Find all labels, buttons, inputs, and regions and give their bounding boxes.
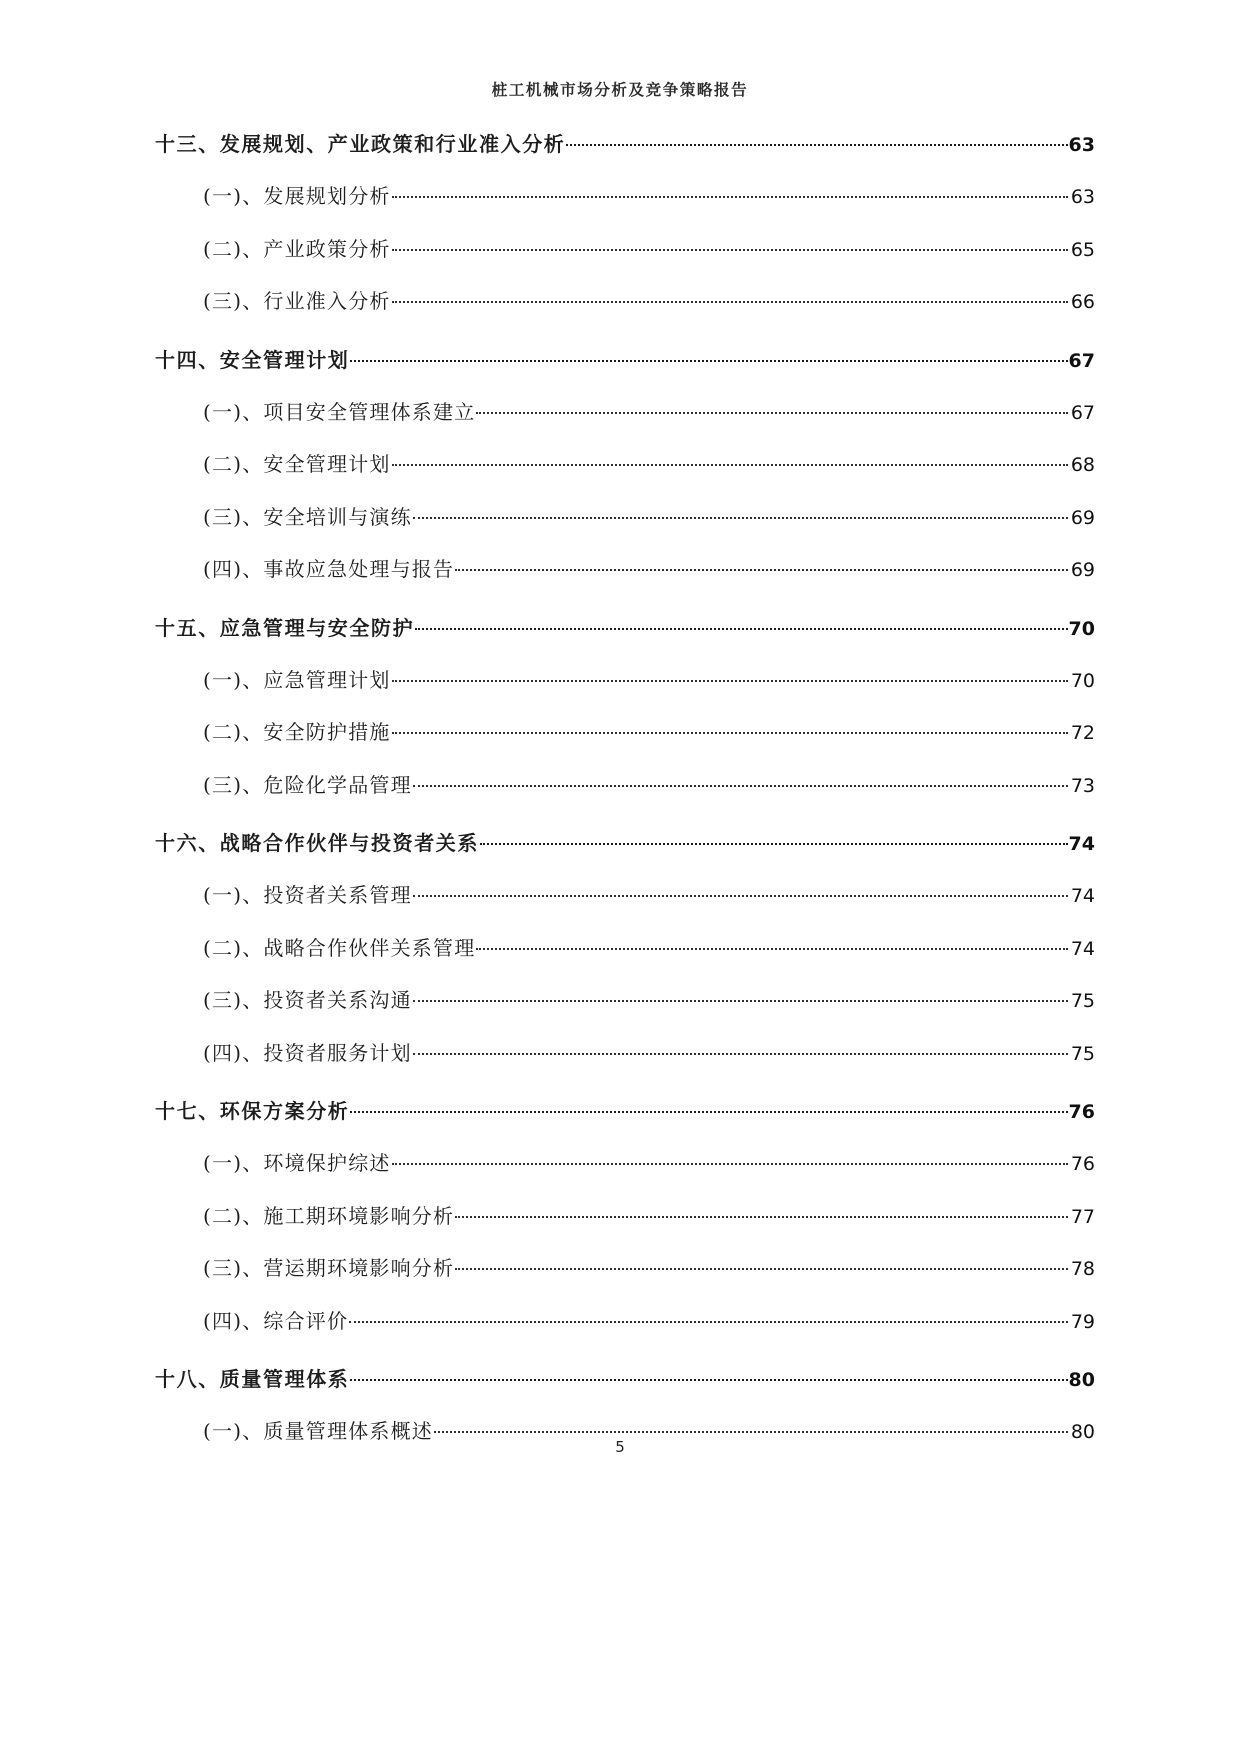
toc-entry-page-number: 74 [1070, 937, 1095, 960]
toc-entry[interactable] [155, 285, 1095, 337]
toc-entry-page-number: 67 [1068, 349, 1095, 372]
toc-entry[interactable] [155, 1363, 1095, 1415]
toc-entry-page-number: 70 [1070, 669, 1095, 692]
toc-entry-label: 十五、应急管理与安全防护 [155, 615, 415, 640]
toc-entry[interactable] [155, 827, 1095, 879]
toc-entry-label: (二)、安全防护措施 [203, 720, 391, 745]
toc-leader-dots [566, 135, 1067, 151]
toc-entry-label: (三)、危险化学品管理 [203, 772, 412, 797]
toc-entry-label: (三)、营运期环境影响分析 [203, 1256, 455, 1281]
toc-entry-label: (二)、产业政策分析 [203, 236, 391, 261]
toc-entry[interactable] [155, 553, 1095, 605]
toc-entry[interactable] [155, 1037, 1095, 1089]
toc-leader-dots [392, 1154, 1068, 1170]
toc-entry-label: (一)、项目安全管理体系建立 [203, 399, 476, 424]
toc-entry-page-number: 68 [1070, 454, 1095, 477]
toc-entry-page-number: 67 [1070, 401, 1095, 424]
toc-entry-label: (二)、战略合作伙伴关系管理 [203, 935, 476, 960]
running-header: 桩工机械市场分析及竞争策略报告 [491, 80, 749, 99]
toc-leader-dots [350, 1102, 1067, 1118]
toc-entry[interactable] [155, 1200, 1095, 1252]
toc-entry-page-number: 69 [1070, 559, 1095, 582]
toc-entry-label: (一)、发展规划分析 [203, 184, 391, 209]
toc-entry[interactable] [155, 501, 1095, 553]
toc-entry[interactable] [155, 128, 1095, 180]
toc-entry-label: (四)、事故应急处理与报告 [203, 557, 455, 582]
toc-entry-page-number: 80 [1068, 1368, 1095, 1391]
toc-entry-page-number: 69 [1070, 506, 1095, 529]
toc-leader-dots [349, 1312, 1068, 1328]
toc-entry[interactable] [155, 932, 1095, 984]
toc-entry[interactable] [155, 233, 1095, 285]
toc-entry[interactable] [155, 1095, 1095, 1147]
toc-entry-page-number: 66 [1070, 291, 1095, 314]
toc-entry[interactable] [155, 396, 1095, 448]
toc-entry[interactable] [155, 344, 1095, 396]
toc-leader-dots [415, 619, 1067, 635]
toc-entry[interactable] [155, 180, 1095, 232]
toc-leader-dots [413, 991, 1068, 1007]
toc-entry[interactable] [155, 984, 1095, 1036]
toc-leader-dots [392, 292, 1068, 308]
toc-leader-dots [413, 508, 1068, 524]
toc-entry-page-number: 75 [1070, 990, 1095, 1013]
toc-entry-label: 十三、发展规划、产业政策和行业准入分析 [155, 132, 566, 156]
toc-entry-page-number: 63 [1068, 134, 1095, 156]
toc-leader-dots [455, 1207, 1068, 1223]
toc-entry-label: (四)、投资者服务计划 [203, 1040, 412, 1065]
toc-entry-label: (四)、综合评价 [203, 1308, 349, 1333]
toc-entry-label: 十六、战略合作伙伴与投资者关系 [155, 831, 479, 856]
toc-entry-page-number: 76 [1070, 1153, 1095, 1176]
toc-entry-page-number: 75 [1070, 1042, 1095, 1065]
toc-entry-label: 十四、安全管理计划 [155, 347, 350, 372]
toc-entry[interactable] [155, 716, 1095, 768]
toc-entry[interactable] [155, 879, 1095, 931]
toc-entry-label: (一)、应急管理计划 [203, 667, 391, 692]
toc-entry-page-number: 72 [1070, 722, 1095, 745]
toc-leader-dots [350, 351, 1067, 367]
table-of-contents [155, 128, 1095, 1468]
toc-entry[interactable] [155, 1252, 1095, 1304]
toc-leader-dots [455, 1259, 1068, 1275]
toc-leader-dots [413, 886, 1068, 902]
page-number-footer: 5 [615, 1438, 625, 1456]
toc-entry-page-number: 65 [1070, 238, 1095, 261]
toc-entry-page-number: 73 [1070, 774, 1095, 797]
toc-entry-label: 十八、质量管理体系 [155, 1366, 350, 1391]
toc-leader-dots [392, 723, 1068, 739]
toc-entry[interactable] [155, 612, 1095, 664]
toc-entry-page-number: 79 [1070, 1310, 1095, 1333]
toc-leader-dots [476, 403, 1068, 419]
toc-leader-dots [392, 671, 1068, 687]
toc-leader-dots [413, 1044, 1068, 1060]
toc-leader-dots [434, 1422, 1068, 1438]
toc-entry-page-number: 77 [1070, 1205, 1095, 1228]
toc-leader-dots [350, 1370, 1067, 1386]
toc-entry-page-number: 63 [1070, 186, 1095, 209]
toc-entry-page-number: 80 [1070, 1421, 1095, 1444]
toc-entry-page-number: 70 [1068, 617, 1095, 640]
toc-leader-dots [480, 834, 1068, 850]
toc-entry-page-number: 74 [1068, 833, 1095, 856]
toc-entry-label: (二)、安全管理计划 [203, 452, 391, 477]
toc-entry[interactable] [155, 664, 1095, 716]
toc-entry-label: 十七、环保方案分析 [155, 1099, 350, 1124]
toc-leader-dots [392, 455, 1068, 471]
toc-entry[interactable] [155, 769, 1095, 821]
toc-entry-label: (二)、施工期环境影响分析 [203, 1203, 455, 1228]
toc-entry-label: (三)、安全培训与演练 [203, 504, 412, 529]
toc-entry-page-number: 78 [1070, 1258, 1095, 1281]
toc-entry-page-number: 74 [1070, 885, 1095, 908]
toc-entry[interactable] [155, 1305, 1095, 1357]
toc-leader-dots [476, 939, 1068, 955]
toc-entry-label: (一)、投资者关系管理 [203, 883, 412, 908]
toc-entry[interactable] [155, 448, 1095, 500]
toc-entry-page-number: 76 [1068, 1101, 1095, 1124]
toc-leader-dots [455, 560, 1068, 576]
toc-leader-dots [392, 240, 1068, 256]
toc-leader-dots [413, 776, 1068, 792]
toc-entry-label: (一)、环境保护综述 [203, 1151, 391, 1176]
toc-leader-dots [392, 187, 1068, 203]
toc-entry-label: (三)、行业准入分析 [203, 289, 391, 314]
toc-entry-label: (一)、质量管理体系概述 [203, 1419, 434, 1444]
toc-entry-label: (三)、投资者关系沟通 [203, 988, 412, 1013]
toc-entry[interactable] [155, 1147, 1095, 1199]
